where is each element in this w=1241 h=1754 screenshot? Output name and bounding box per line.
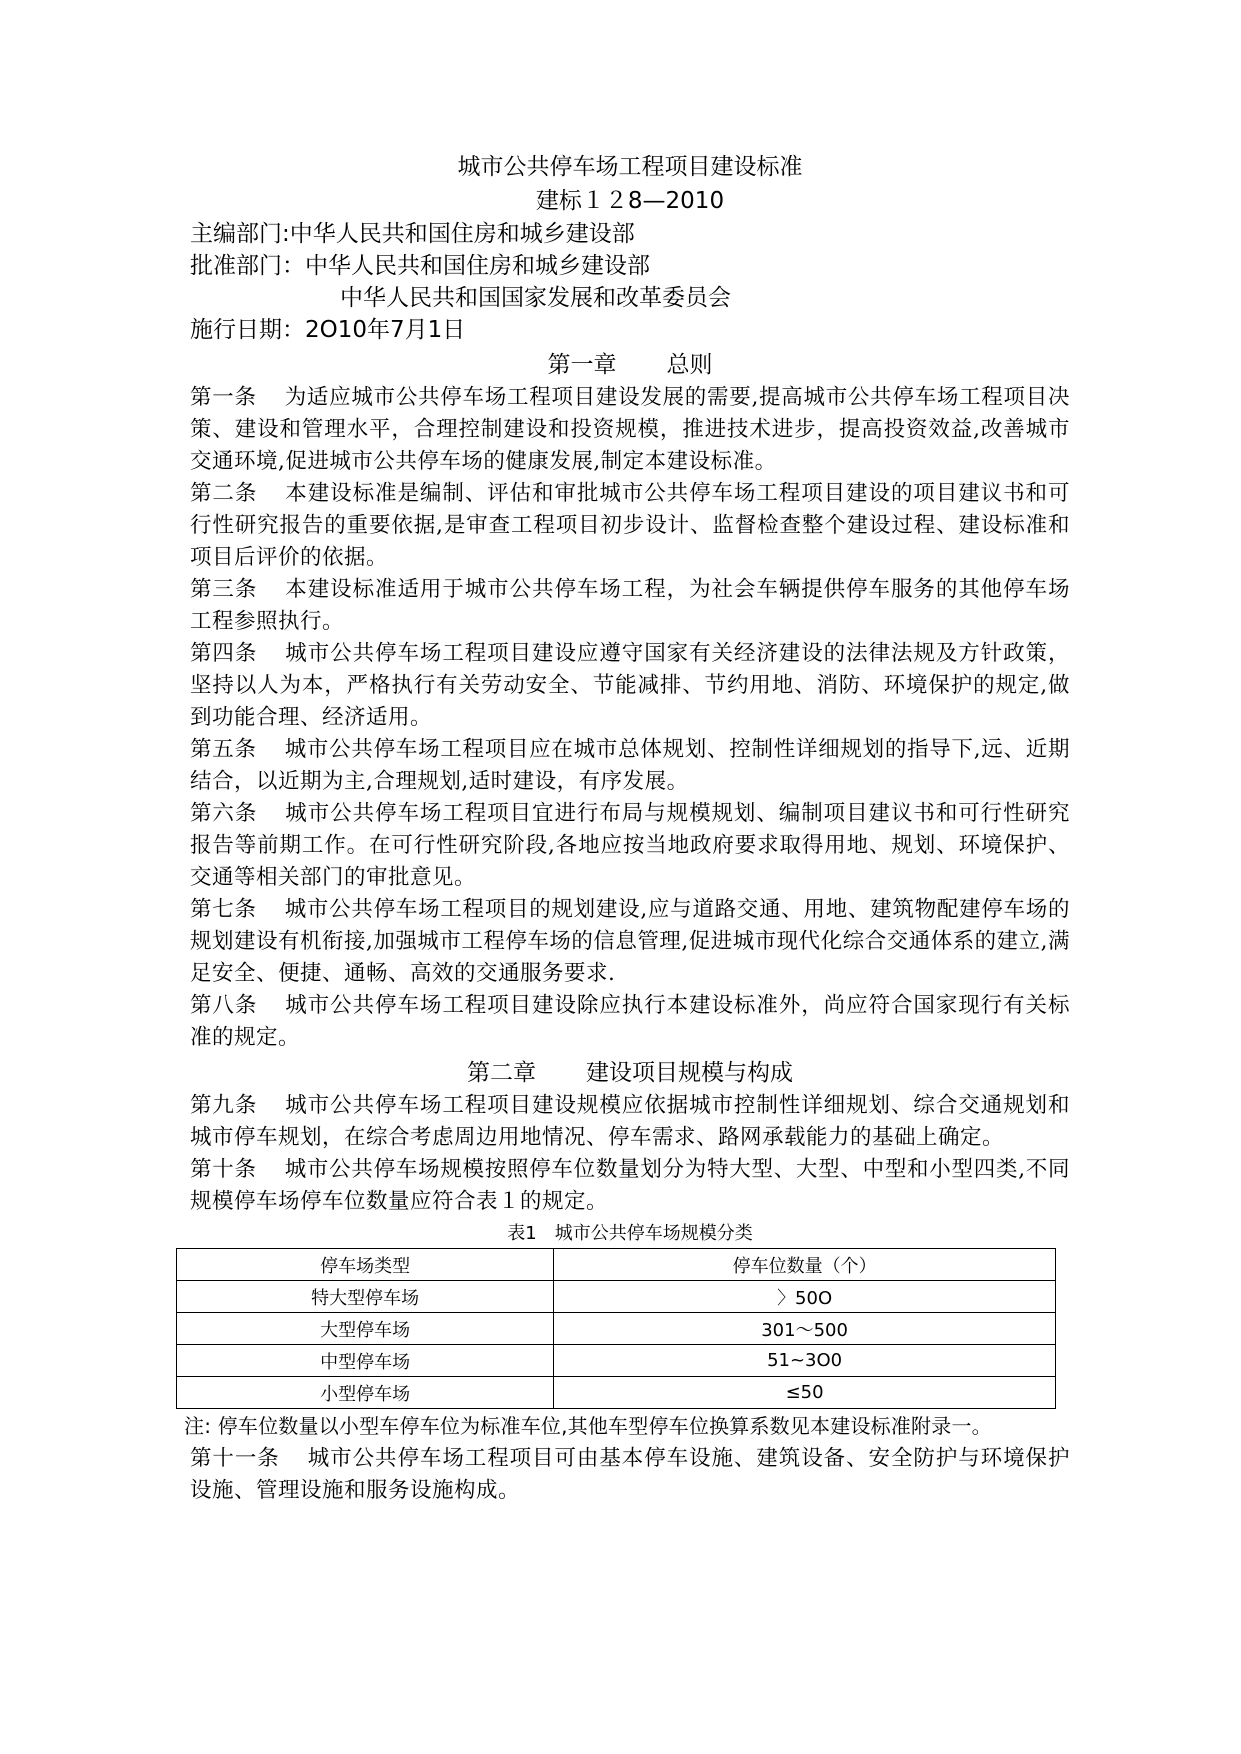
table-cell: 小型停车场 [177,1377,554,1409]
table-caption: 表1 城市公共停车场规模分类 [507,1223,753,1244]
chapter-heading [190,348,1070,382]
chapter-name: 总则 [666,352,713,378]
table-cell: ≤50 [554,1377,1056,1409]
chapter-number: 第一章 [547,352,617,378]
article [190,894,1070,990]
article-label: 第五条 [190,737,257,762]
table-row [177,1377,1056,1409]
doc-code: 建标１２8—2010 [535,188,725,214]
approver-dept: 批准部门：中华人民共和国住房和城乡建设部 [190,253,650,279]
table-cell: 301～500 [554,1313,1056,1345]
article-label: 第四条 [190,641,258,666]
article-text: 城市公共停车场工程项目建设应遵守国家有关经济建设的法律法规及方针政策，坚持以人为本，严格执行有关劳动安全、节能减排、节约用地、消防、环境保护的规定,做到功能合理、经济适用。 [190,641,1070,730]
table-note: 注: 停车位数量以小型车停车位为标准车位,其他车型停车位换算系数见本建设标准附录一。 [184,1414,992,1438]
article-label: 第七条 [190,897,257,922]
article-text: 本建设标准适用于城市公共停车场工程，为社会车辆提供停车服务的其他停车场工程参照执行。 [190,577,1070,634]
header-cell: 停车位数量（个） [554,1249,1056,1281]
article [190,478,1070,574]
article [190,990,1070,1054]
article-label: 第六条 [190,801,258,826]
table-row [177,1345,1056,1377]
article-label: 第三条 [190,577,258,602]
article [190,734,1070,798]
article [190,798,1070,894]
effective-date: 施行日期：2О10年7月1日 [190,317,466,343]
table-row [177,1281,1056,1313]
article [190,382,1070,478]
table-cell: 特大型停车场 [177,1281,554,1313]
table-header-row [177,1249,1056,1281]
chapter-heading [190,1056,1070,1090]
article [190,1090,1070,1154]
document-page [184,150,1071,1507]
article-label: 第十条 [190,1157,257,1182]
article-text: 城市公共停车场工程项目宜进行布局与规模规划、编制项目建议书和可行性研究报告等前期工作。在可行性研究阶段,各地应按当地政府要求取得用地、规划、环境保护、交通等相关部门的审批意见。 [190,801,1070,890]
article-label: 第一条 [190,385,257,410]
article-text: 城市公共停车场工程项目建设除应执行本建设标准外，尚应符合国家现行有关标准的规定。 [190,993,1070,1050]
table-row [177,1313,1056,1345]
parking-scale-table [176,1248,1056,1409]
article-label: 第八条 [190,993,258,1018]
chapter-number: 第二章 [467,1060,536,1086]
article [190,1443,1070,1507]
doc-title: 城市公共停车场工程项目建设标准 [457,154,803,180]
table-cell: 〉50О [554,1281,1056,1313]
header-cell: 停车场类型 [177,1249,554,1281]
article-text: 城市公共停车场工程项目应在城市总体规划、控制性详细规划的指导下,远、近期结合，以近期为主,合理规划,适时建设，有序发展。 [190,737,1070,794]
article-text: 城市公共停车场规模按照停车位数量划分为特大型、大型、中型和小型四类,不同规模停车场停车位数量应符合表１的规定。 [190,1157,1070,1214]
article-label: 第二条 [190,481,258,506]
article [190,574,1070,638]
article-text: 城市公共停车场工程项目建设规模应依据城市控制性详细规划、综合交通规划和城市停车规划，在综合考虑周边用地情况、停车需求、路网承载能力的基础上确定。 [190,1093,1070,1150]
table-cell: 大型停车场 [177,1313,554,1345]
editor-dept: 主编部门:中华人民共和国住房和城乡建设部 [190,221,635,247]
chapter-name: 建设项目规模与构成 [586,1060,793,1086]
article-text: 城市公共停车场工程项目可由基本停车设施、建筑设备、安全防护与环境保护设施、管理设施和服务设施构成。 [190,1446,1070,1503]
article-text: 本建设标准是编制、评估和审批城市公共停车场工程项目建设的项目建议书和可行性研究报告的重要依据,是审查工程项目初步设计、监督检查整个建设过程、建设标准和项目后评价的依据。 [190,481,1070,570]
article-text: 为适应城市公共停车场工程项目建设发展的需要,提高城市公共停车场工程项目决策、建设和管理水平，合理控制建设和投资规模，推进技术进步，提高投资效益,改善城市交通环境,促进城市公共停车场的健康发展,制定本建设标准。 [190,385,1070,474]
article [190,1154,1070,1218]
table-cell: 51~3О0 [554,1345,1056,1377]
approver-dept-2: 中华人民共和国国家发展和改革委员会 [340,285,731,311]
article [190,638,1070,734]
table-cell: 中型停车场 [177,1345,554,1377]
article-label: 第九条 [190,1093,258,1118]
article-label: 第十一条 [190,1446,280,1471]
article-text: 城市公共停车场工程项目的规划建设,应与道路交通、用地、建筑物配建停车场的规划建设有机衔接,加强城市工程停车场的信息管理,促进城市现代化综合交通体系的建立,满足安全、便捷、通畅、高效的交通服务要求. [190,897,1071,986]
